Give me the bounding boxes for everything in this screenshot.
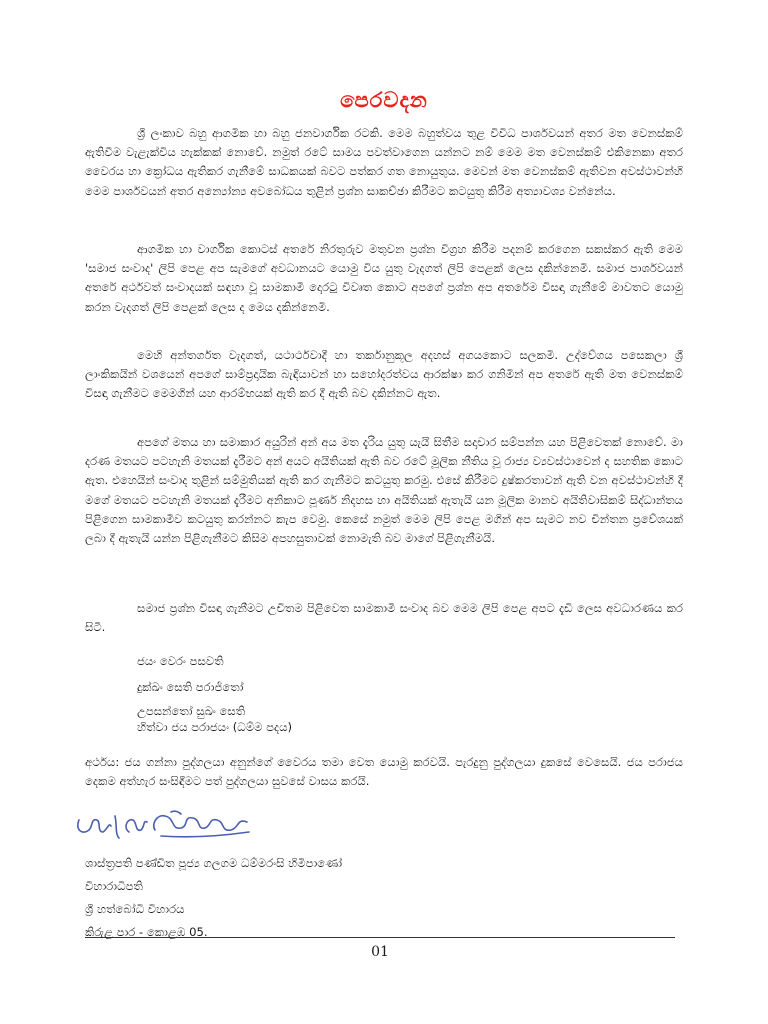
verse-meaning: අර්ථය: ජය ගන්නා පුද්ගලයා අනුන්ගේ වෛරය තමා වෙත යොමු කරවයි. පැරදුනු පුද්ගලයා දුකසේ වෙසෙයි. ජය පරාජය දෙකම අත්හැර සංසිඳීමට පත් පුද්ගලයා සුවසේ වාසය කරයි. (85, 755, 683, 789)
paragraph-1: ශ්‍රී ලංකාව බහු ආගමික හා බහු ජනවාර්ගික රටකි. මෙම බහුත්වය තුළ විවිධ පාර්ශවයන් අතර මත වෙනස්කම් ඇතිවීම වැළැක්විය හැක්කක් නොවේ. නමුත් රටේ සාමය පවත්වාගෙන යන්නට නම් මෙම මත වෙනස්කම් එකිනෙකා අතර වෛරය හා ක්‍රෝධය ඇතිකර ගැනීමේ සාධකයක් බවට පත්කර ගත නොයුතුය. මෙවන් මත වෙනස්කම් ඇතිවන අවස්ථාවන්හි මෙම පාර්ශවයන් අතර අන්‍යෝන්‍ය අවබෝධය තුළින් ප්‍රශ්න සාකච්ඡා කිරීමට කටයුතු කිරීම අත්‍යාවශ්‍ය වන්නේය. (85, 126, 683, 198)
paragraph-4: අපගේ මතය හා සමාකාර අයුරින් අන් අය මත දැරිය යුතු යැයි සිතීම සදාචාර සම්පන්න යහ පිළිවෙතක් නොවේ. මා දරණ මතයට පටහැනි මතයක් දැරීමට අන් අයට අයිතියක් ඇති බව රටේ මූලික නීතිය වූ රාජ්‍ය ව්‍යවස්ථාවෙන් ද සහතික කොට ඇත. එහෙයින් සංවාද තුළින් සම්මුතියක් ඇති කර ගැනීමට කටයුතු කරමු. එසේ කිරීමට දුෂ්කරතාවන් ඇති වන අවස්ථාවන්හි දී මගේ මතයට පටහැනි මතයක් දැරීමට අනිකාට පූර්ණ නිදහස හා අයිතියක් ඇතැයි යන මූලික මානව අයිතිවාසිකම් සිද්ධාන්තය පිළිගෙන සාමකාමීව කටයුතු කරන්නට කැප වෙමු. කෙසේ නමුත් මෙම ලිපි පෙළ මගින් අප සැමට නව චින්තන ප්‍රවේශයක් ලබා දී ඇතැයි යන්න පිළිගැනීමට කිසිම අපහසුතාවක් නොමැති බව මාගේ පිළිගැනීමයි. (85, 435, 683, 546)
footer-divider (85, 937, 675, 938)
verse-line-2: දුක්ඛං සෙති පරාජිතෝ (137, 680, 244, 694)
paragraph-2: ආගමික හා වාර්ගික කොටස් අතරේ නිරතුරුව මතුවන ප්‍රශ්න විග්‍රහ කිරීම පදනම් කරගෙන සකස්කර ඇති මෙම 'සමාජ සංවාද' ලිපි පෙළ අප සැමගේ අවධානයට යොමු විය යුතු වැදගත් ලිපි පෙළක් ලෙස දකින්නෙමි. සමාජ පාර්ශවයන් අතරේ අර්ථවත් සංවාදයක් සඳහා වූ සාමකාමී දොරටු විවෘත කොට අපගේ ප්‍රශ්න අප අතරේම විසඳා ගැනීමේ මාවතට යොමු කරන වැදගත් ලිපි පෙළක් ලෙස ද මෙය දකින්නෙමි. (85, 242, 683, 314)
page-title: පෙරවදන (340, 88, 428, 112)
verse-line-3: උපසන්තෝ සුඛං සෙති (137, 704, 246, 718)
signatory-name: ශාස්ත්‍රපති පණ්ඩිත පූජ්‍ය ගලගම ධම්මරංසි හිමිපාණෝ (85, 856, 343, 870)
signatory-temple: ශ්‍රී හත්බෝධි විහාරය (85, 902, 185, 916)
paragraph-5: සමාජ ප්‍රශ්න විසඳා ගැනීමට උචිතම පිළිවෙත සාමකාමී සංවාද බව මෙම ලිපි පෙළ අපට දැඩි ලෙස අවධාරණය කර සිටී. (85, 601, 683, 635)
signatory-title: විහාරාධිපති (85, 879, 143, 893)
signatory-block (85, 852, 342, 944)
handwritten-signature (71, 802, 271, 846)
signatory-address: කිරුළ පාර - කොළඹ 05. (85, 925, 208, 939)
verse-line-1: ජයං වෙරං පසවති (137, 654, 224, 668)
paragraph-3: මෙහි අන්තර්ගත වැදගත්, යථාර්ථවාදී හා තර්කානුකූල අදහස් අගයකොට සලකමි. උද්වේගය පසෙකලා ශ්‍රී ලාංකිකයින් වශයෙන් අපගේ සාම්ප්‍රදායික බැඳියාවන් හා සහෝදරත්වය ආරක්ෂා කර ගනිමින් අප අතරේ ඇති මත වෙනස්කම් විසඳා ගැනීමට මෙමගින් යහ ආරම්භයක් ඇති කර දී ඇති බව දකින්නට ඇත. (85, 348, 683, 401)
document-page (85, 0, 683, 1024)
page-number: 01 (371, 944, 389, 960)
verse-line-4: හිත්වා ජය පරාජයං (ධම්ම පදය) (137, 720, 293, 734)
